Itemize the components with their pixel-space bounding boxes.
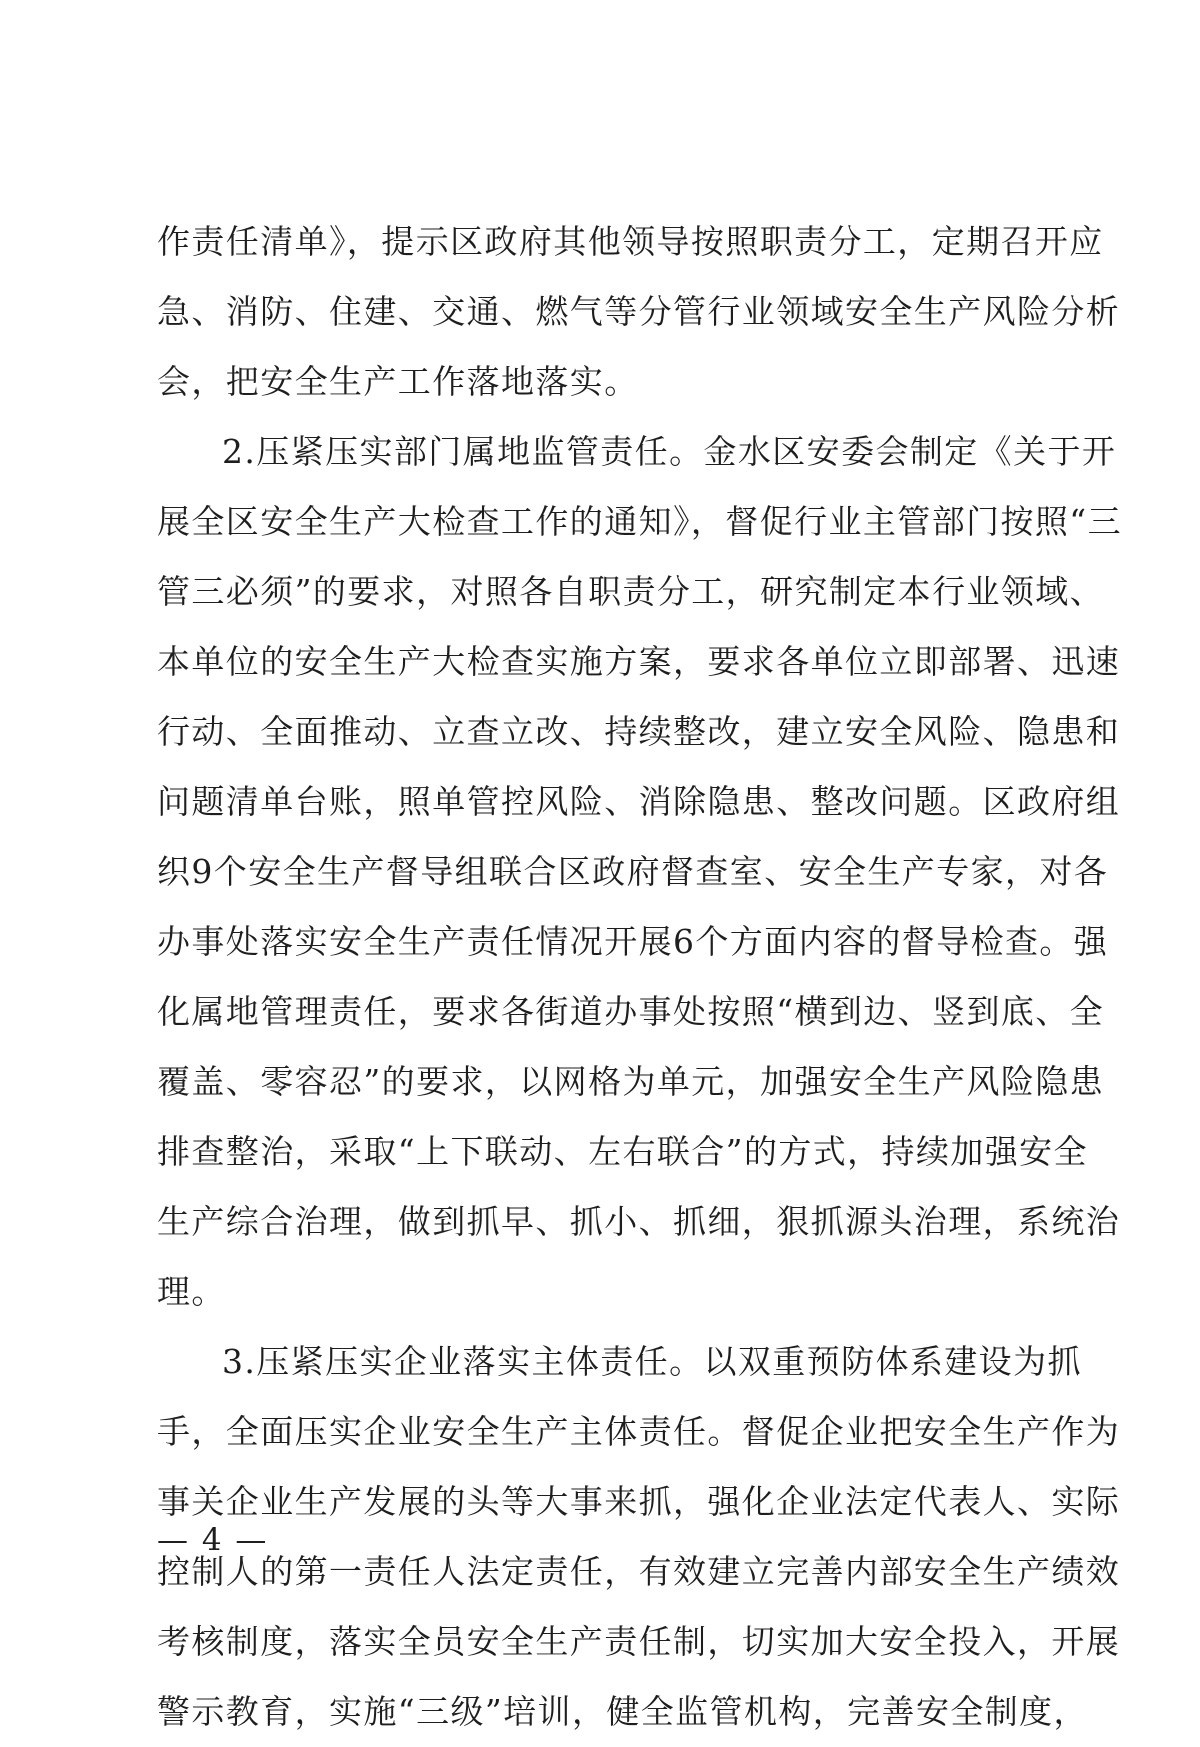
paragraph-2-heading-line: 2.压紧压实部门属地监管责任。金水区安委会制定《关于开 [222,432,1117,471]
text-line: 警示教育，实施“三级”培训，健全监管机构，完善安全制度， [157,1692,1088,1731]
text-line: 覆盖、零容忍”的要求，以网格为单元，加强安全生产风险隐患 [157,1062,1105,1101]
text-line: 事关企业生产发展的头等大事来抓，强化企业法定代表人、实际 [157,1482,1121,1521]
text-line: 作责任清单》，提示区政府其他领导按照职责分工，定期召开应 [157,222,1104,261]
text-line: 会，把安全生产工作落地落实。 [157,362,639,401]
text-line: 手，全面压实企业安全生产主体责任。督促企业把安全生产作为 [157,1412,1121,1451]
text-line: 织9个安全生产督导组联合区政府督查室、安全生产专家，对各 [157,852,1109,891]
text-line: 理。 [157,1272,226,1311]
text-line: 考核制度，落实全员安全生产责任制，切实加大安全投入，开展 [157,1622,1121,1661]
text-line: 生产综合治理，做到抓早、抓小、抓细，狠抓源头治理，系统治 [157,1202,1121,1241]
text-line: 管三必须”的要求，对照各自职责分工，研究制定本行业领域、 [157,572,1105,611]
text-line: 问题清单台账，照单管控风险、消除隐患、整改问题。区政府组 [157,782,1121,821]
text-line: 控制人的第一责任人法定责任，有效建立完善内部安全生产绩效 [157,1552,1121,1591]
text-line: 排查整治，采取“上下联动、左右联合”的方式，持续加强安全 [157,1132,1088,1171]
text-line: 化属地管理责任，要求各街道办事处按照“横到边、竖到底、全 [157,992,1105,1031]
text-line: 办事处落实安全生产责任情况开展6个方面内容的督导检查。强 [157,922,1109,961]
text-line: 行动、全面推动、立查立改、持续整改，建立安全风险、隐患和 [157,712,1121,751]
text-line: 急、消防、住建、交通、燃气等分管行业领域安全生产风险分析 [157,292,1121,331]
page-number: — 4 — [157,1522,269,1558]
text-line: 本单位的安全生产大检查实施方案，要求各单位立即部署、迅速 [157,642,1121,681]
paragraph-3-heading-line: 3.压紧压实企业落实主体责任。以双重预防体系建设为抓 [222,1342,1082,1381]
text-line: 展全区安全生产大检查工作的通知》，督促行业主管部门按照“三 [157,502,1122,541]
